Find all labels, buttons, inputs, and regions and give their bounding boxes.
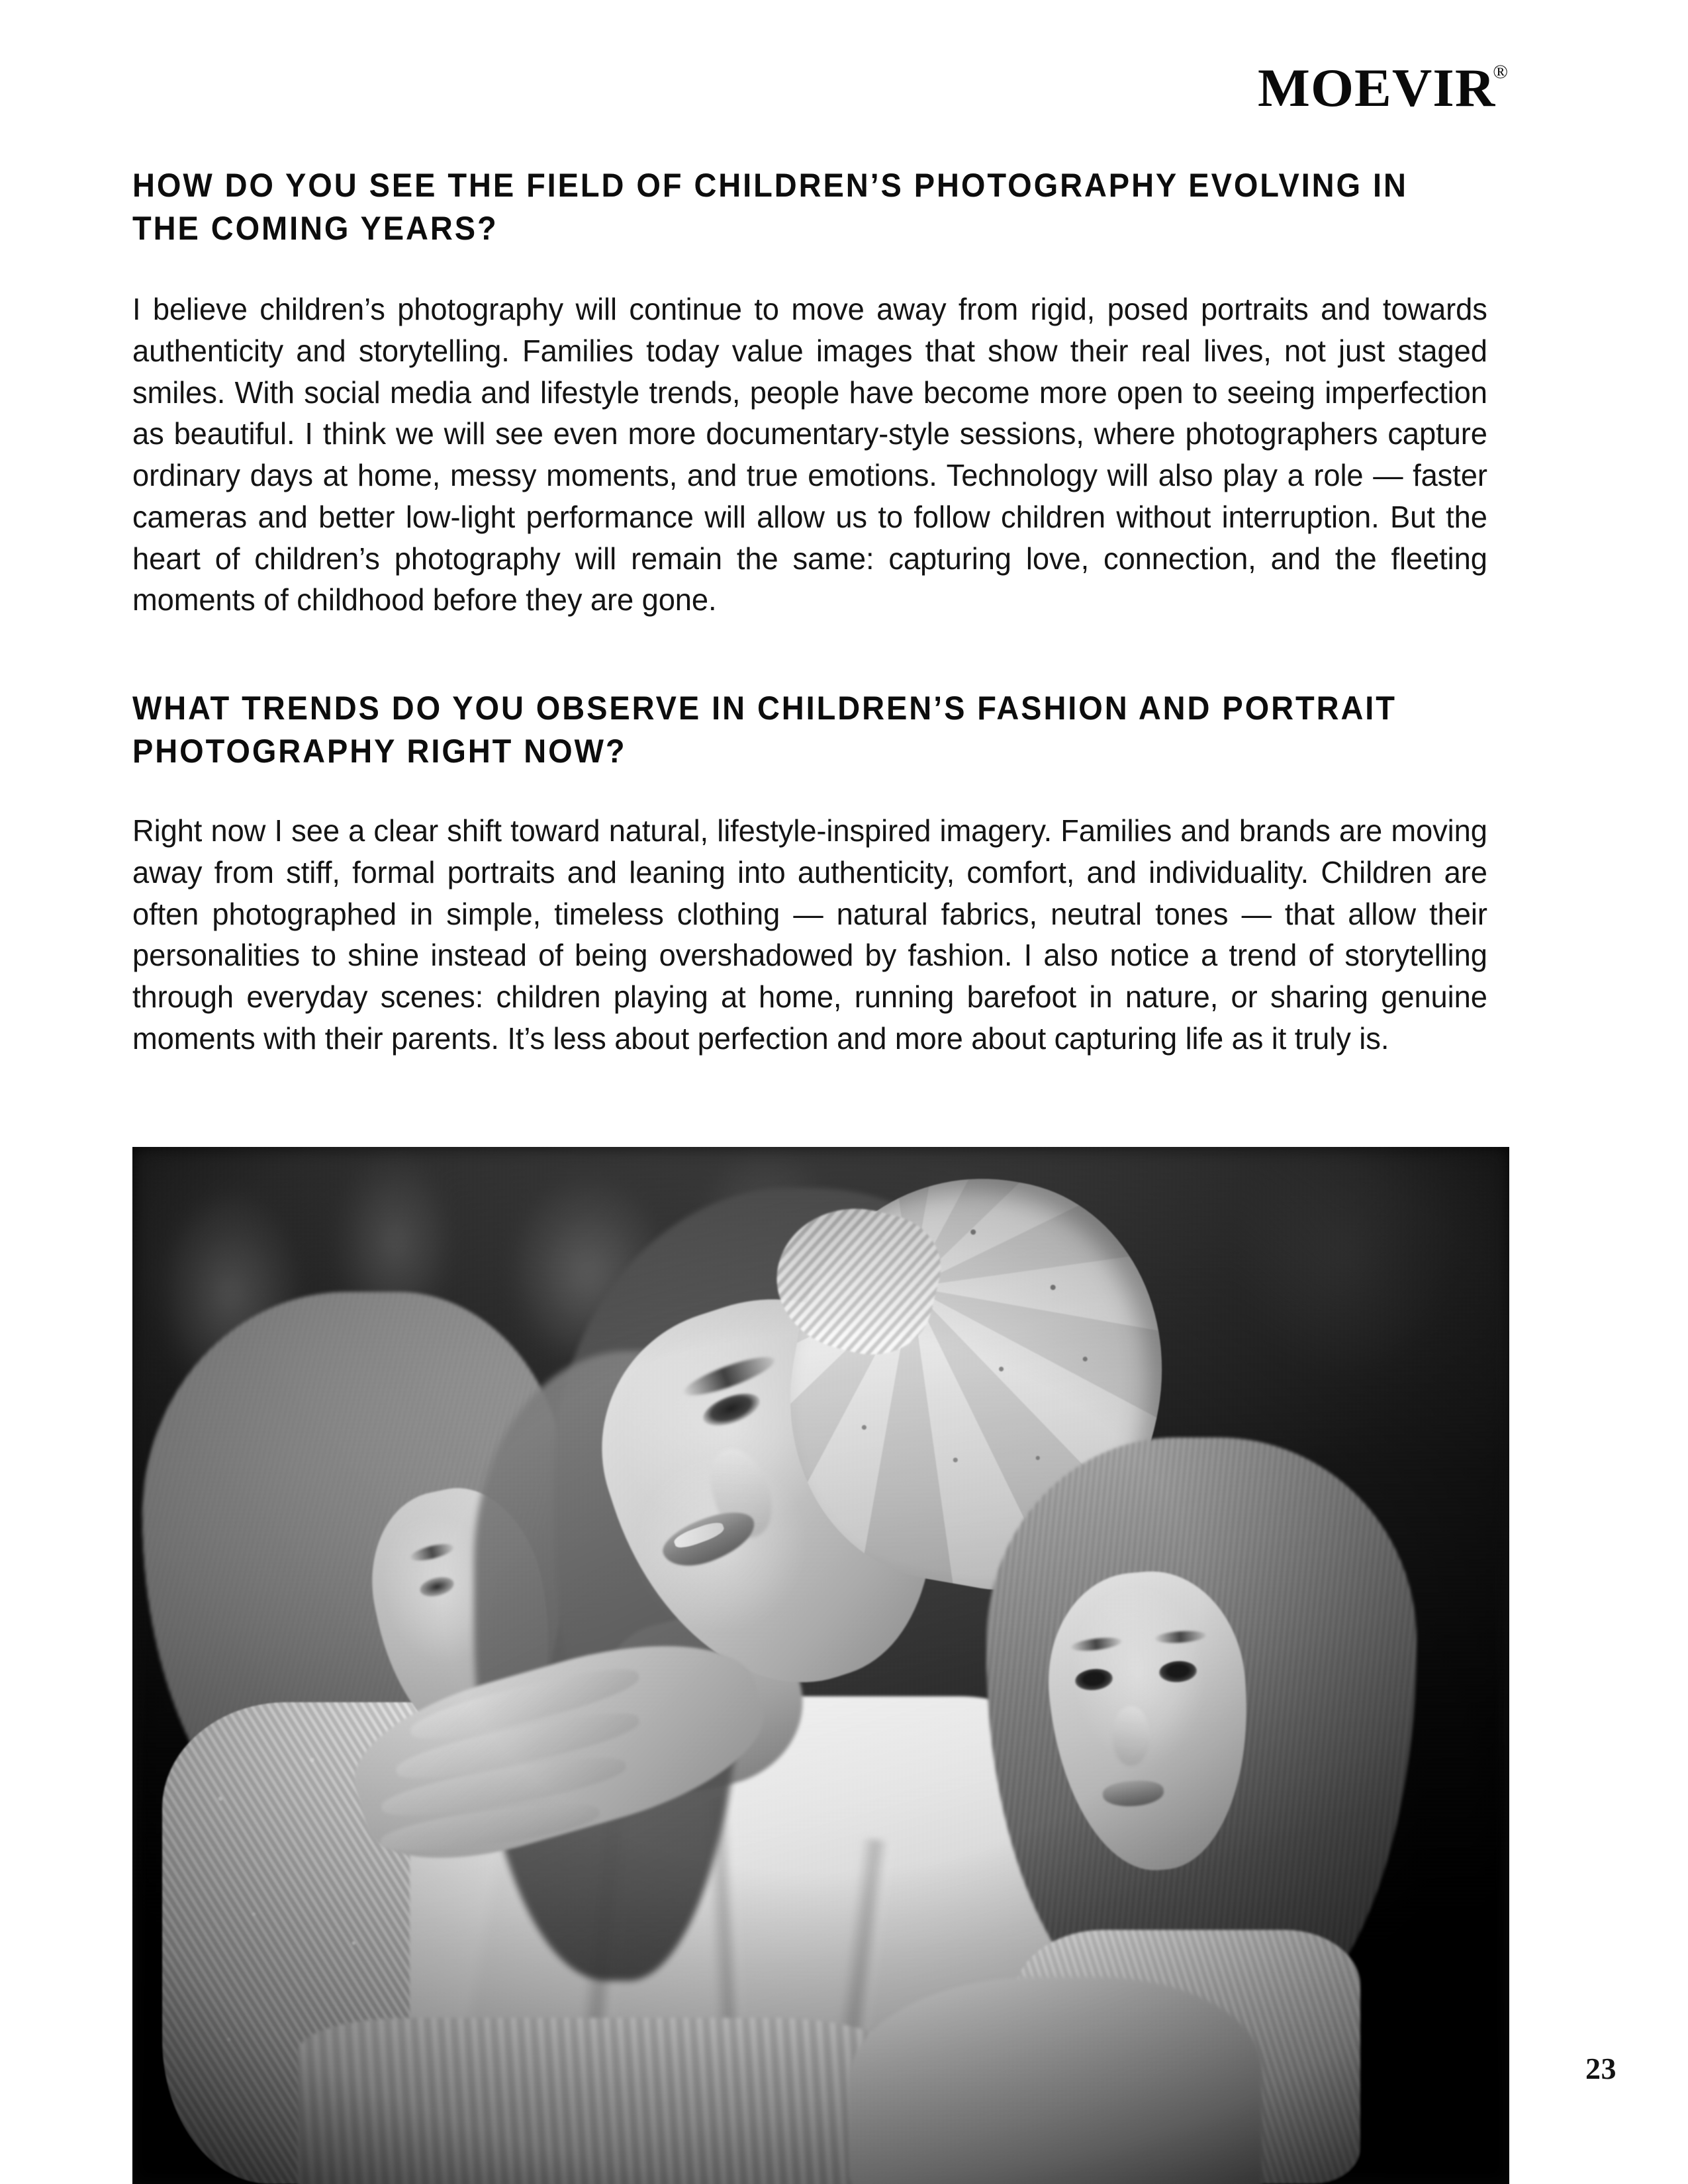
qa-section-trends (132, 687, 1508, 1060)
photograph-canvas (132, 1147, 1509, 2184)
masthead-brand-text: MOEVIR (1257, 58, 1496, 118)
qa-heading: HOW DO YOU SEE THE FIELD OF CHILDREN’S PHOTOGRAPHY EVOLVING IN THE COMING YEARS? (132, 167, 1408, 247)
qa-heading: WHAT TRENDS DO YOU OBSERVE IN CHILDREN’S FASHION AND PORTRAIT PHOTOGRAPHY RIGHT NOW? (132, 690, 1397, 770)
film-grain-overlay (132, 1147, 1509, 2184)
registered-trademark-icon: ® (1493, 61, 1508, 83)
qa-section-evolving (132, 164, 1508, 621)
article-photograph (132, 1147, 1509, 2184)
qa-body-paragraph: I believe children’s photography will continue to move away from rigid, posed portraits and towards authenticity and storytelling. Families today value images that show their real lives, not just staged smiles. With social media and lifestyle trends, people have become more open to seeing imperfection as beautiful. I think we will see even more documentary-style sessions, where photographers capture ordinary days at home, messy moments, and true emotions. Technology will also play a role — faster cameras and better low-light performance will allow us to follow children without interruption. But the heart of children’s photography will remain the same: capturing love, connection, and the fleeting moments of childhood before they are gone. (132, 292, 1487, 617)
masthead-logo (1257, 58, 1508, 118)
page-number: 23 (1585, 2052, 1617, 2085)
qa-body-paragraph: Right now I see a clear shift toward natural, lifestyle-inspired imagery. Families and brands are moving away from stiff, formal portraits and leaning into authenticity, comfort, and individuality. Children are often photographed in simple, timeless clothing — natural fabrics, neutral tones — that allow their personalities to shine instead of being overshadowed by fashion. I also notice a trend of storytelling through everyday scenes: children playing at home, running barefoot in nature, or sharing genuine moments with their parents. It’s less about perfection and more about capturing life as it truly is. (132, 813, 1487, 1056)
